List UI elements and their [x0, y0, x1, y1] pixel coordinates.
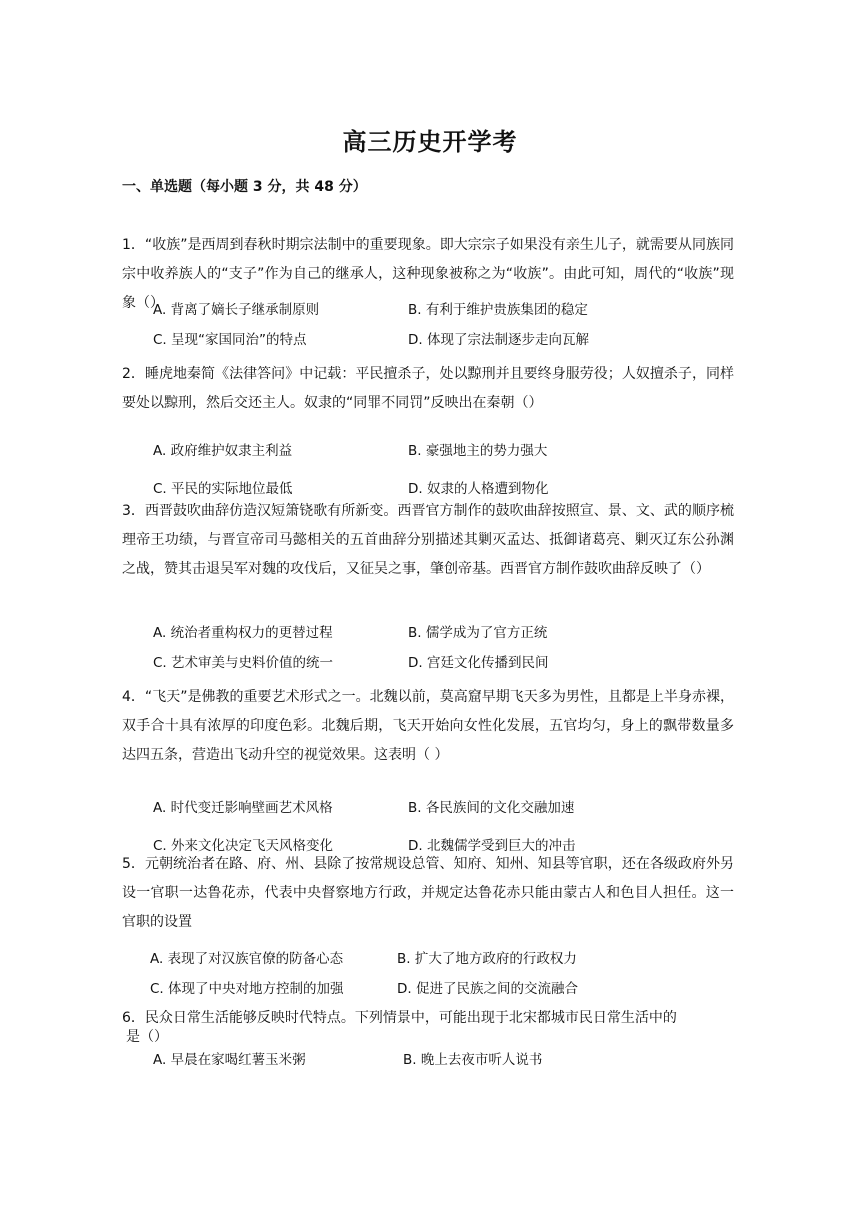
question-3-stem: 3．西晋鼓吹曲辞仿造汉短箫铙歌有所新变。西晋官方制作的鼓吹曲辞按照宣、景、文、武的顺序梳理帝王功绩，与晋宣帝司马懿相关的五首曲辞分别描述其剿灭孟达、抵御诸葛亮、剿灭辽东公孙渊之战，赞其击退吴军对魏的攻伐后，又征吴之事，肇创帝基。西晋官方制作鼓吹曲辞反映了（） — [122, 503, 734, 577]
section-heading: 一、单选题（每小题 3 分，共 48 分） — [122, 179, 367, 195]
q2-option-b: B. 豪强地主的势力强大 — [408, 443, 548, 459]
q5-option-d: D. 促进了民族之间的交流融合 — [397, 981, 578, 997]
q1-option-a: A. 背离了嫡长子继承制原则 — [153, 302, 320, 318]
question-4-stem: 4．“飞天”是佛教的重要艺术形式之一。北魏以前，莫高窟早期飞天多为男性，且都是上半身赤裸，双手合十具有浓厚的印度色彩。北魏后期，飞天开始向女性化发展，五官均匀，身上的飘带数量多达四五条，营造出飞动升空的视觉效果。这表明（ ） — [122, 689, 734, 763]
q5-option-a: A. 表现了对汉族官僚的防备心态 — [150, 951, 344, 967]
q6-option-a: A. 早晨在家喝红薯玉米粥 — [153, 1052, 306, 1068]
q3-option-a: A. 统治者重构权力的更替过程 — [153, 625, 333, 641]
q3-option-c: C. 艺术审美与史料价值的统一 — [153, 655, 334, 671]
question-6-stem-line1: 6．民众日常生活能够反映时代特点。下列情景中，可能出现于北宋都城市民日常生活中的 — [122, 1010, 677, 1026]
q1-option-d: D. 体现了宗法制逐步走向瓦解 — [408, 332, 589, 348]
q3-option-b: B. 儒学成为了官方正统 — [408, 625, 548, 641]
q4-option-c: C. 外来文化决定飞天风格变化 — [153, 838, 334, 854]
question-2-stem: 2．睡虎地秦简《法律答问》中记载：平民擅杀子，处以黥刑并且要终身服劳役；人奴擅杀子，同样要处以黥刑，然后交还主人。奴隶的“同罪不同罚”反映出在秦朝（） — [122, 366, 734, 411]
question-5-stem: 5．元朝统治者在路、府、州、县除了按常规设总管、知府、知州、知县等官职，还在各级政府外另设一官职一达鲁花赤，代表中央督察地方行政，并规定达鲁花赤只能由蒙古人和色目人担任。这一官职的设置 — [122, 856, 734, 930]
q1-option-c: C. 呈现“家国同治”的特点 — [153, 332, 307, 348]
q5-option-b: B. 扩大了地方政府的行政权力 — [397, 951, 577, 967]
q4-option-a: A. 时代变迁影响壁画艺术风格 — [153, 800, 333, 816]
q6-option-b: B. 晚上去夜市听人说书 — [403, 1052, 543, 1068]
q2-option-c: C. 平民的实际地位最低 — [153, 481, 293, 497]
q5-option-c: C. 体现了中央对地方控制的加强 — [150, 981, 344, 997]
q1-option-b: B. 有利于维护贵族集团的稳定 — [408, 302, 588, 318]
q4-option-b: B. 各民族间的文化交融加速 — [408, 800, 575, 816]
q3-option-d: D. 宫廷文化传播到民间 — [408, 655, 549, 671]
q2-option-a: A. 政府维护奴隶主利益 — [153, 443, 293, 459]
exam-title: 高三历史开学考 — [342, 128, 518, 156]
question-6-stem-line2: 是（） — [126, 1029, 168, 1045]
q2-option-d: D. 奴隶的人格遭到物化 — [408, 481, 549, 497]
question-1-stem: 1．“收族”是西周到春秋时期宗法制中的重要现象。即大宗宗子如果没有亲生儿子，就需要从同族同宗中收养族人的“支子”作为自己的继承人，这种现象被称之为“收族”。由此可知，周代的“收族”现象（） — [122, 237, 734, 311]
q4-option-d: D. 北魏儒学受到巨大的冲击 — [408, 838, 576, 854]
